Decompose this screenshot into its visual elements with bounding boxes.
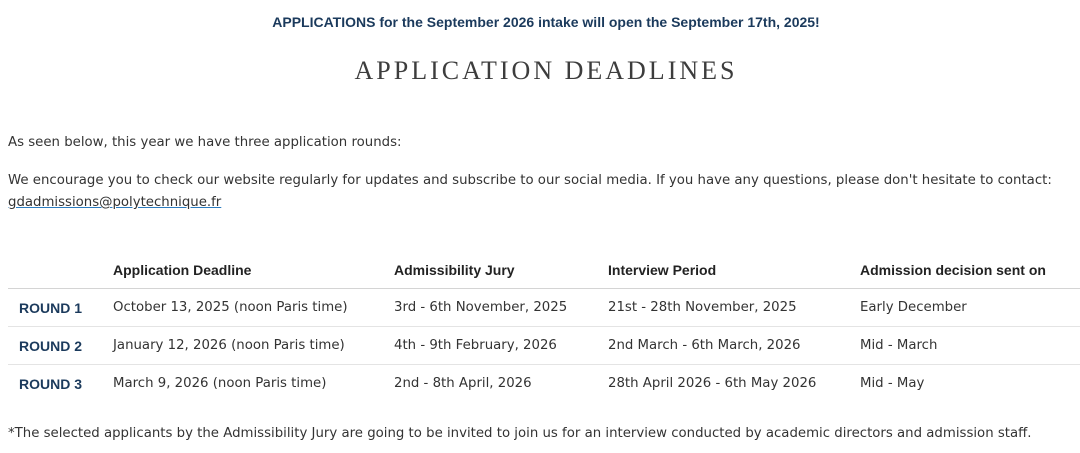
- page-title: APPLICATION DEADLINES: [354, 56, 738, 85]
- intro-paragraph: As seen below, this year we have three application rounds:: [8, 135, 402, 150]
- contact-email-link[interactable]: gdadmissions@polytechnique.fr: [8, 195, 222, 210]
- admission-decision-cell: Mid - March: [860, 327, 1080, 365]
- table-row: [8, 289, 1080, 327]
- interview-period-cell: 21st - 28th November, 2025: [608, 289, 860, 327]
- application-deadline-cell: March 9, 2026 (noon Paris time): [113, 376, 327, 391]
- footnote: *The selected applicants by the Admissibility Jury are going to be invited to join us for an interview conducted by academic directors and admission staff.: [8, 426, 1032, 441]
- application-deadline-cell: January 12, 2026 (noon Paris time): [113, 327, 394, 365]
- table-row: [8, 365, 1080, 403]
- admission-decision-cell: Mid - May: [860, 376, 925, 391]
- table-row: [8, 327, 1080, 365]
- interview-period-cell: 2nd March - 6th March, 2026: [608, 327, 860, 365]
- encourage-paragraph: [8, 170, 1068, 214]
- header-application-deadline: Application Deadline: [113, 251, 394, 289]
- application-deadline-cell: October 13, 2025 (noon Paris time): [113, 289, 394, 327]
- header-interview-period: Interview Period: [608, 251, 860, 289]
- admission-decision-cell: Early December: [860, 289, 1080, 327]
- encourage-text: We encourage you to check our website regularly for updates and subscribe to our social media. If you have any questions, please don't hesitate to contact:: [8, 173, 1052, 188]
- round-label: ROUND 1: [8, 289, 113, 327]
- table-header-row: [8, 251, 1080, 289]
- admissibility-jury-cell: 2nd - 8th April, 2026: [394, 376, 532, 391]
- round-label: ROUND 2: [8, 327, 113, 365]
- interview-period-cell: 28th April 2026 - 6th May 2026: [608, 376, 817, 391]
- admissibility-jury-cell: 3rd - 6th November, 2025: [394, 289, 608, 327]
- admissibility-jury-cell: 4th - 9th February, 2026: [394, 327, 608, 365]
- header-admission-decision: Admission decision sent on: [860, 251, 1080, 289]
- header-round: [8, 251, 113, 289]
- deadlines-table: [8, 251, 1080, 402]
- header-admissibility-jury: Admissibility Jury: [394, 251, 608, 289]
- intake-announcement-banner: APPLICATIONS for the September 2026 intake will open the September 17th, 2025!: [272, 14, 820, 30]
- round-label: ROUND 3: [19, 375, 83, 392]
